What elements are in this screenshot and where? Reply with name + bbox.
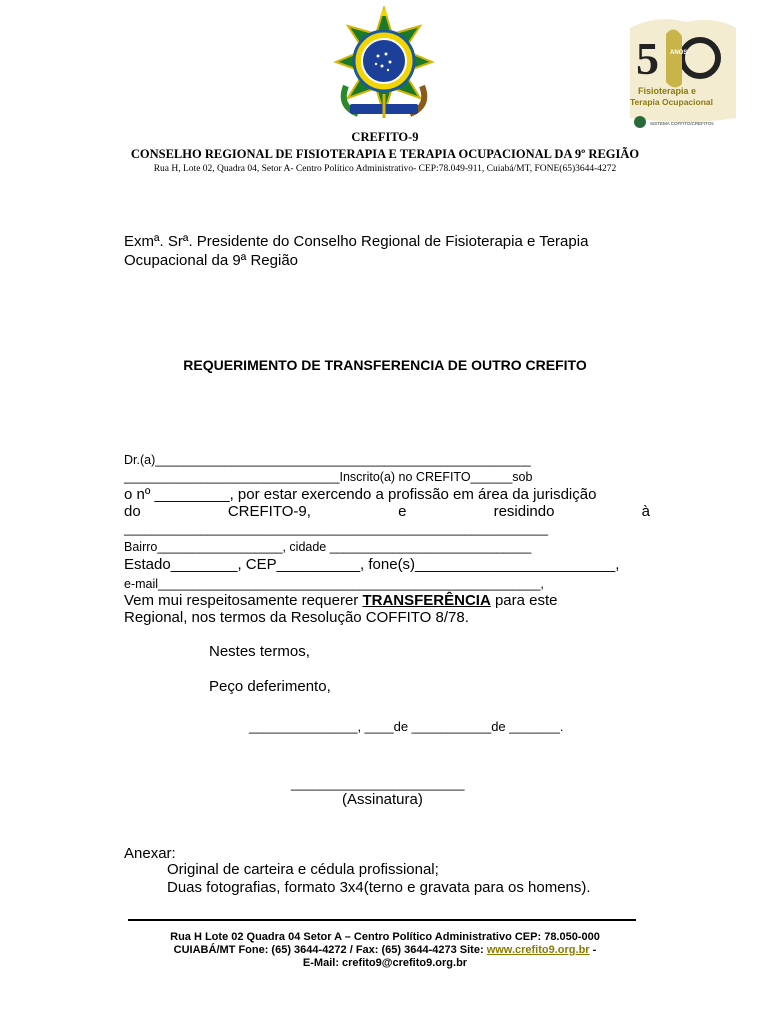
address-field[interactable]: _____________________________________________________________ xyxy=(124,522,549,536)
brazil-coat-of-arms-icon xyxy=(328,6,440,124)
annex-item: Original de carteira e cédula profissional; xyxy=(167,861,439,878)
closing-deferimento: Peço deferimento, xyxy=(209,678,331,695)
header-address: Rua H, Lote 02, Quadra 04, Setor A- Centro Político Administrativo- CEP:78.049-911, Cuiabá/MT, FONE(65)3644-4272 xyxy=(153,164,617,174)
registration-number-field[interactable]: o nº _________, por estar exercendo a profissão em área da jurisdição xyxy=(124,486,597,503)
footer-address: Rua H Lote 02 Quadra 04 Setor A – Centro Político Administrativo CEP: 78.050-000 xyxy=(170,931,600,943)
doctor-name-field[interactable]: Dr.(a)______________________________________________________ xyxy=(124,453,531,467)
logo-sub: SISTEMA COFFITO/CREFITOs xyxy=(650,121,714,126)
neighborhood-city-field[interactable]: Bairro__________________, cidade _____________________________ xyxy=(124,540,532,554)
request-statement xyxy=(124,592,558,609)
logo-line2: Terapia Ocupacional xyxy=(630,97,713,107)
request-transfer-word: TRANSFERÊNCIA xyxy=(362,592,491,609)
annex-label: Anexar: xyxy=(124,845,176,862)
state-cep-phone-field[interactable]: Estado________, CEP__________, fone(s)________________________, xyxy=(124,556,620,573)
fisioterapia-50-anos-logo xyxy=(626,14,740,134)
svg-text:5: 5 xyxy=(636,33,659,84)
signature-field[interactable]: ________________________ xyxy=(291,776,465,791)
request-prefix: Vem mui respeitosamente requerer xyxy=(124,592,363,609)
word-crefito: CREFITO-9, xyxy=(227,503,311,520)
annex-item: Duas fotografias, formato 3x4(terno e gravata para os homens). xyxy=(167,879,591,896)
org-short-name: CREFITO-9 xyxy=(351,130,419,144)
logo-line1: Fisioterapia e xyxy=(638,86,697,96)
word-e: e xyxy=(398,503,407,520)
email-field[interactable]: e-mail_______________________________________________________, xyxy=(124,577,544,591)
salutation-line-1: Exmª. Srª. Presidente do Conselho Regional de Fisioterapia e Terapia xyxy=(124,233,589,250)
org-full-name: CONSELHO REGIONAL DE FISIOTERAPIA E TERAPIA OCUPACIONAL DA 9º REGIÃO xyxy=(130,147,640,161)
document-title: REQUERIMENTO DE TRANSFERENCIA DE OUTRO CREFITO xyxy=(183,357,587,373)
footer-contact xyxy=(0,944,770,956)
jurisdiction-line xyxy=(124,503,650,520)
word-a: à xyxy=(641,503,650,520)
logo-anos-text: ANOS xyxy=(670,50,688,56)
word-do: do xyxy=(124,503,141,520)
footer-email: E-Mail: crefito9@crefito9.org.br xyxy=(302,957,468,969)
request-statement-line-2: Regional, nos termos da Resolução COFFITO 8/78. xyxy=(124,609,469,626)
signature-label: (Assinatura) xyxy=(342,791,423,808)
closing-nestes-termos: Nestes termos, xyxy=(209,643,310,660)
footer-dash: - xyxy=(589,944,597,956)
word-residindo: residindo xyxy=(493,503,555,520)
footer-site-link[interactable]: www.crefito9.org.br xyxy=(486,944,590,956)
place-date-field[interactable]: _______________, ____de ___________de _______. xyxy=(249,719,564,734)
footer-phone: CUIABÁ/MT Fone: (65) 3644-4272 / Fax: (65) 3644-4273 Site: xyxy=(173,944,487,956)
salutation-line-2: Ocupacional da 9ª Região xyxy=(124,252,299,269)
request-suffix: para este xyxy=(490,592,558,609)
crefito-registration-field[interactable]: _______________________________Inscrito(a) no CREFITO______sob xyxy=(124,470,533,484)
footer-divider xyxy=(128,919,636,921)
